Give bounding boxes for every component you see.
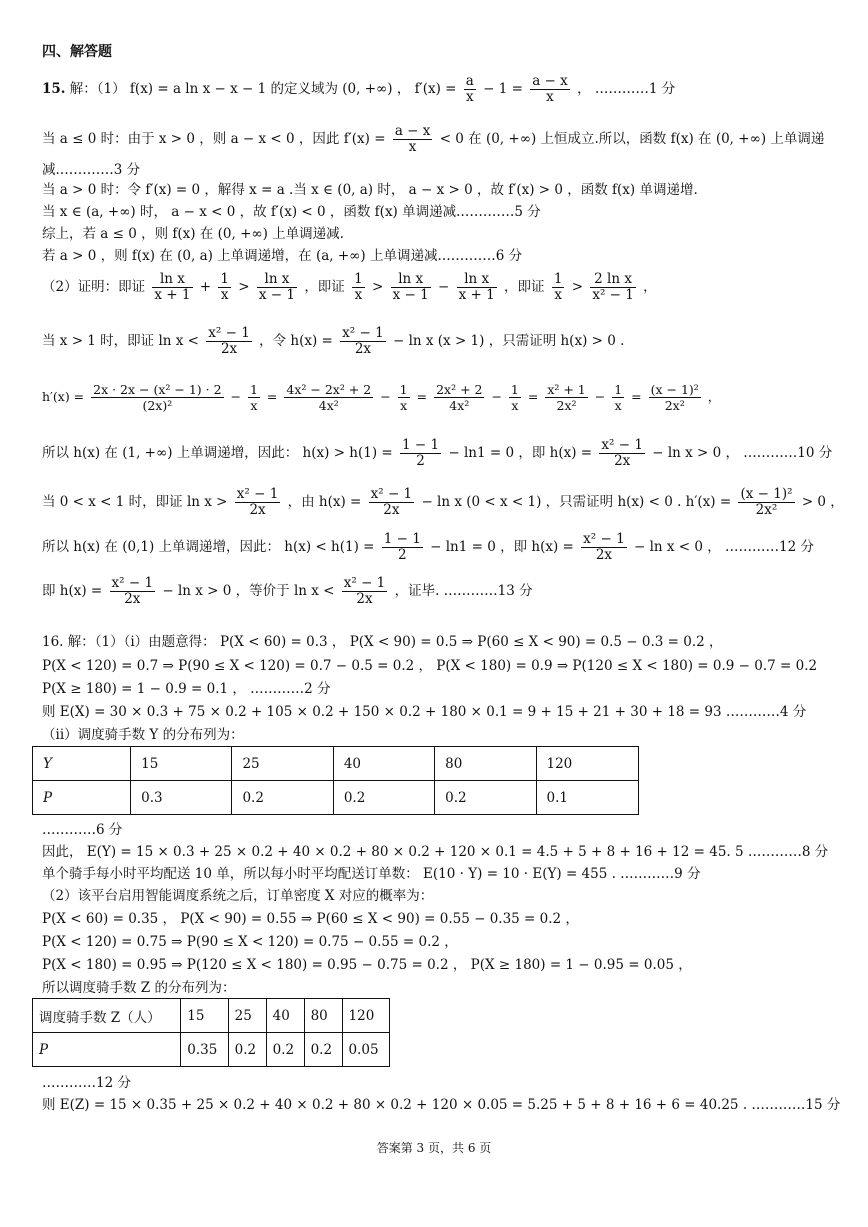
q16-line-11: P(X < 120) = 0.75 ⇒ P(90 ≤ X < 120) = 0.75 − 0.55 = 0.2 ， <box>42 934 458 950</box>
fraction <box>340 326 386 357</box>
distribution-table-z <box>32 998 390 1067</box>
fraction <box>400 438 441 469</box>
fraction <box>581 532 627 563</box>
frac-num: 2x · 2x − (x² − 1) · 2 <box>93 382 222 397</box>
fraction <box>552 272 565 303</box>
text: − <box>438 279 450 295</box>
q15-line-10 <box>42 382 720 413</box>
table-cell: 40 <box>266 999 304 1033</box>
text: 当 x > 1 时，即证 ln x < <box>42 333 199 349</box>
frac-den: x <box>393 139 433 155</box>
text: = <box>266 389 278 404</box>
table-cell: 0.2 <box>232 781 333 815</box>
table-row <box>33 999 390 1033</box>
frac-num: a <box>465 73 474 89</box>
table-cell: 0.35 <box>181 1033 228 1067</box>
text: ，令 h(x) = <box>259 333 333 349</box>
fraction <box>369 487 415 518</box>
frac-num: (x − 1)² <box>650 382 699 397</box>
fraction <box>110 576 156 607</box>
frac-num: 1 <box>249 382 258 397</box>
frac-num: 1 <box>510 382 519 397</box>
table-cell: 0.2 <box>435 781 536 815</box>
q15-line-5: 当 x ∈ (a, +∞) 时， a − x < 0 ，故 f′(x) < 0 ，函数 f(x) 单调递减.…………5 分 <box>42 204 541 220</box>
fraction <box>152 272 192 303</box>
q15-l1-text-a: 解：（1） f(x) = a ln x − x − 1 的定义域为 (0, +∞) ， f′(x) = <box>69 81 457 97</box>
text: ，即证 <box>504 279 545 295</box>
fraction <box>590 272 636 303</box>
q16-line-10: P(X < 60) = 0.35 ， P(X < 90) = 0.55 ⇒ P(60 ≤ X < 90) = 0.55 − 0.35 = 0.2 ， <box>42 911 579 927</box>
frac-num: 2x² + 2 <box>436 382 483 397</box>
text: ，证毕. …………13 分 <box>394 583 533 599</box>
table-cell: 25 <box>228 999 266 1033</box>
frac-num: x² − 1 <box>601 437 643 453</box>
frac-num: ln x <box>264 271 290 287</box>
fraction <box>235 487 281 518</box>
q16-line-14: …………12 分 <box>42 1075 131 1091</box>
frac-den: 4x² <box>284 397 373 413</box>
text: − ln x (0 < x < 1) ，只需证明 h(x) < 0 . h′(x) = <box>421 494 732 510</box>
frac-den: 2x <box>340 341 386 357</box>
frac-num: ln x <box>398 271 424 287</box>
frac-num: x² − 1 <box>583 531 625 547</box>
frac-num: 1 <box>399 382 408 397</box>
frac-den: 2x <box>581 547 627 563</box>
table-row <box>33 747 639 781</box>
q16-line-5: （ii）调度骑手数 Y 的分布列为： <box>42 727 244 743</box>
frac-num: x² − 1 <box>342 325 384 341</box>
q15-line-7: 若 a > 0 ，则 f(x) 在 (0, a) 上单调递增，在 (a, +∞) 上单调递减.…………6 分 <box>42 248 523 264</box>
fraction <box>393 124 433 155</box>
table-cell: 0.1 <box>536 781 639 815</box>
frac-den: x − 1 <box>258 287 296 303</box>
table-cell: P <box>33 781 131 815</box>
fraction <box>649 382 701 413</box>
table-cell: 120 <box>536 747 639 781</box>
table-row <box>33 781 639 815</box>
q15-l2-text-a: 当 a ≤ 0 时：由于 x > 0 ，则 a − x < 0 ，因此 f′(x) = <box>42 131 386 147</box>
fraction <box>612 382 624 413</box>
frac-num: a − x <box>532 73 568 89</box>
fraction <box>530 74 570 105</box>
frac-den: 2x² <box>738 502 794 518</box>
frac-num: 1 − 1 <box>383 531 421 547</box>
q15-line-14 <box>42 576 533 607</box>
frac-num: x² − 1 <box>343 575 386 591</box>
q15-line-12 <box>42 487 844 518</box>
frac-den: x − 1 <box>392 287 429 303</box>
frac-num: 1 <box>614 382 623 397</box>
text: − ln x < 0 ， …………12 分 <box>633 539 815 555</box>
frac-den: x + 1 <box>154 287 191 303</box>
frac-den: 2 <box>400 453 441 469</box>
frac-den: 2 <box>382 547 423 563</box>
frac-num: ln x <box>159 271 185 287</box>
distribution-table-y <box>32 746 639 815</box>
text: （2）证明：即证 <box>42 279 146 295</box>
q16-line-15: 则 E(Z) = 15 × 0.35 + 25 × 0.2 + 40 × 0.2 + 80 × 0.2 + 120 × 0.05 = 5.25 + 5 + 8 + 16 + 6 = 40.25 . …………15 分 <box>42 1097 841 1113</box>
q16-line-2: P(X < 120) = 0.7 ⇒ P(90 ≤ X < 120) = 0.7 − 0.5 = 0.2 ， P(X < 180) = 0.9 ⇒ P(120 ≤ X < 180) = 0.9 − 0.7 = 0.2 <box>42 658 818 674</box>
table-row <box>33 1033 390 1067</box>
fraction <box>342 576 388 607</box>
fraction <box>434 382 484 413</box>
text: ， <box>643 279 657 295</box>
text: − <box>594 389 606 404</box>
table-cell: 0.2 <box>228 1033 266 1067</box>
frac-num: 2 ln x <box>594 271 632 287</box>
frac-den: x <box>398 397 410 413</box>
q15-line-2 <box>42 124 824 155</box>
q16-line-7: 因此， E(Y) = 15 × 0.3 + 25 × 0.2 + 40 × 0.2 + 80 × 0.2 + 120 × 0.1 = 4.5 + 5 + 8 + 16 + 12 = 45. 5 …………8 分 <box>42 844 829 860</box>
q15-line-3: 减.…………3 分 <box>42 162 141 178</box>
frac-num: ln x <box>464 271 490 287</box>
q16-line-1: 16. 解：（1）（i）由题意得： P(X < 60) = 0.3 ， P(X < 90) = 0.5 ⇒ P(60 ≤ X < 90) = 0.5 − 0.3 = 0.2 ， <box>42 634 723 650</box>
text: 所以 h(x) 在 (0,1) 上单调递增，因此： h(x) < h(1) = <box>42 539 375 555</box>
frac-num: 4x² − 2x² + 2 <box>286 382 372 397</box>
frac-num: x² + 1 <box>547 382 586 397</box>
frac-den: 2x <box>110 591 156 607</box>
frac-den: x <box>218 287 231 303</box>
fraction <box>457 272 497 303</box>
section-title: 四、解答题 <box>42 44 112 60</box>
text: 当 0 < x < 1 时，即证 ln x > <box>42 494 228 510</box>
frac-num: x² − 1 <box>370 486 413 502</box>
frac-den: x <box>464 89 476 105</box>
fraction <box>599 438 645 469</box>
table-cell: 120 <box>342 999 389 1033</box>
frac-den: x + 1 <box>458 287 495 303</box>
text: > <box>372 279 384 295</box>
frac-den: x <box>552 287 565 303</box>
frac-den: x <box>612 397 624 413</box>
fraction <box>248 382 260 413</box>
text: − ln x (x > 1) ，只需证明 h(x) > 0 . <box>392 333 625 349</box>
frac-den: 2x <box>206 341 252 357</box>
table-cell: P <box>33 1033 181 1067</box>
fraction <box>738 487 794 518</box>
text: − ln x > 0 ， …………10 分 <box>652 445 833 461</box>
table-cell: 15 <box>131 747 232 781</box>
q16-line-9: （2）该平台启用智能调度系统之后，订单密度 X 对应的概率为： <box>42 888 434 904</box>
table-cell: 0.2 <box>333 781 434 815</box>
frac-den: 2x² <box>649 397 701 413</box>
fraction <box>257 272 297 303</box>
table-cell: 0.2 <box>304 1033 342 1067</box>
q15-line-4: 当 a > 0 时：令 f′(x) = 0 ，解得 x = a .当 x ∈ (0, a) 时， a − x > 0 ，故 f′(x) > 0 ，函数 f(x) 单调递增. <box>42 182 698 198</box>
q15-l1-text-b: − 1 = <box>483 81 523 97</box>
q16-line-8: 单个骑手每小时平均配送 10 单，所以每小时平均配送订单数： E(10 · Y) = 10 · E(Y) = 455 . …………9 分 <box>42 866 701 882</box>
fraction <box>206 326 252 357</box>
q15-line-13 <box>42 532 814 563</box>
frac-den: 2x <box>342 591 388 607</box>
text: ，由 h(x) = <box>287 494 362 510</box>
table-cell: 80 <box>435 747 536 781</box>
text: − <box>491 389 502 404</box>
q15-l2-text-b: < 0 在 (0, +∞) 上恒成立.所以，函数 f(x) 在 (0, +∞) 上单调递 <box>439 131 825 147</box>
table-cell: 25 <box>232 747 333 781</box>
frac-den: 2x <box>235 502 281 518</box>
fraction <box>91 382 223 413</box>
page-footer: 答案第 3 页，共 6 页 <box>376 1141 492 1155</box>
frac-num: (x − 1)² <box>740 486 793 502</box>
text: − ln1 = 0 ，即 h(x) = <box>448 445 593 461</box>
text: + <box>199 279 212 295</box>
frac-den: 2x <box>369 502 415 518</box>
text: > <box>571 279 584 295</box>
frac-num: 1 <box>220 271 229 287</box>
fraction <box>284 382 373 413</box>
q15-l1-text-c: ， …………1 分 <box>577 81 676 97</box>
q15-line-9 <box>42 326 624 357</box>
fraction <box>391 272 431 303</box>
table-cell: 0.05 <box>342 1033 389 1067</box>
text: − <box>230 389 241 404</box>
text: 所以 h(x) 在 (1, +∞) 上单调递增，因此： h(x) > h(1) = <box>42 445 393 461</box>
table-cell: 0.3 <box>131 781 232 815</box>
frac-num: x² − 1 <box>208 325 250 341</box>
table-cell: 0.2 <box>266 1033 304 1067</box>
table-cell: 40 <box>333 747 434 781</box>
frac-den: 4x² <box>434 397 484 413</box>
table-cell: 80 <box>304 999 342 1033</box>
text: − ln x > 0 ，等价于 ln x < <box>162 583 335 599</box>
text: = <box>416 389 428 404</box>
table-cell: Y <box>33 747 131 781</box>
frac-den: x <box>530 89 570 105</box>
fraction <box>509 382 521 413</box>
text: ，即证 <box>304 279 345 295</box>
table-cell: 调度骑手数 Z（人） <box>33 999 181 1033</box>
q16-line-4: 则 E(X) = 30 × 0.3 + 75 × 0.2 + 105 × 0.2 + 150 × 0.2 + 180 × 0.1 = 9 + 15 + 21 + 30 + 18 = 93 …………4 分 <box>42 704 807 720</box>
fraction <box>464 74 476 105</box>
frac-num: x² − 1 <box>111 575 154 591</box>
fraction <box>545 382 587 413</box>
q15-number: 15. <box>42 81 66 97</box>
frac-den: x <box>352 287 365 303</box>
q15-line-8 <box>42 272 657 303</box>
frac-num: 1 <box>354 271 363 287</box>
fraction <box>352 272 365 303</box>
text: > <box>238 279 250 295</box>
text: > 0 ， <box>801 494 844 510</box>
q16-line-3: P(X ≥ 180) = 1 − 0.9 = 0.1 ， …………2 分 <box>42 681 331 697</box>
frac-num: 1 − 1 <box>402 437 440 453</box>
frac-den: 2x <box>599 453 645 469</box>
q16-line-13: 所以调度骑手数 Z 的分布列为： <box>42 980 236 996</box>
text: − ln1 = 0 ，即 h(x) = <box>430 539 574 555</box>
q16-line-6: …………6 分 <box>42 822 123 838</box>
text: h′(x) = <box>42 389 85 404</box>
fraction <box>382 532 423 563</box>
frac-den: 2x² <box>545 397 587 413</box>
text: = <box>631 389 642 404</box>
fraction <box>218 272 231 303</box>
frac-den: x <box>509 397 521 413</box>
text: − <box>380 389 391 404</box>
q15-line-11 <box>42 438 832 469</box>
frac-num: 1 <box>553 271 563 287</box>
fraction <box>398 382 410 413</box>
q15-line-1 <box>42 74 675 105</box>
text: 即 h(x) = <box>42 583 103 599</box>
text: ， <box>707 389 721 404</box>
frac-den: x <box>248 397 260 413</box>
text: = <box>527 389 539 404</box>
frac-num: a − x <box>394 123 431 139</box>
q16-line-12: P(X < 180) = 0.95 ⇒ P(120 ≤ X < 180) = 0.95 − 0.75 = 0.2 ， P(X ≥ 180) = 1 − 0.95 = 0.05 ， <box>42 957 692 973</box>
table-cell: 15 <box>181 999 228 1033</box>
frac-den: x² − 1 <box>592 287 634 303</box>
frac-num: x² − 1 <box>236 486 279 502</box>
q15-line-6: 综上，若 a ≤ 0 ，则 f(x) 在 (0, +∞) 上单调递减. <box>42 226 344 242</box>
frac-den: (2x)² <box>91 397 223 413</box>
